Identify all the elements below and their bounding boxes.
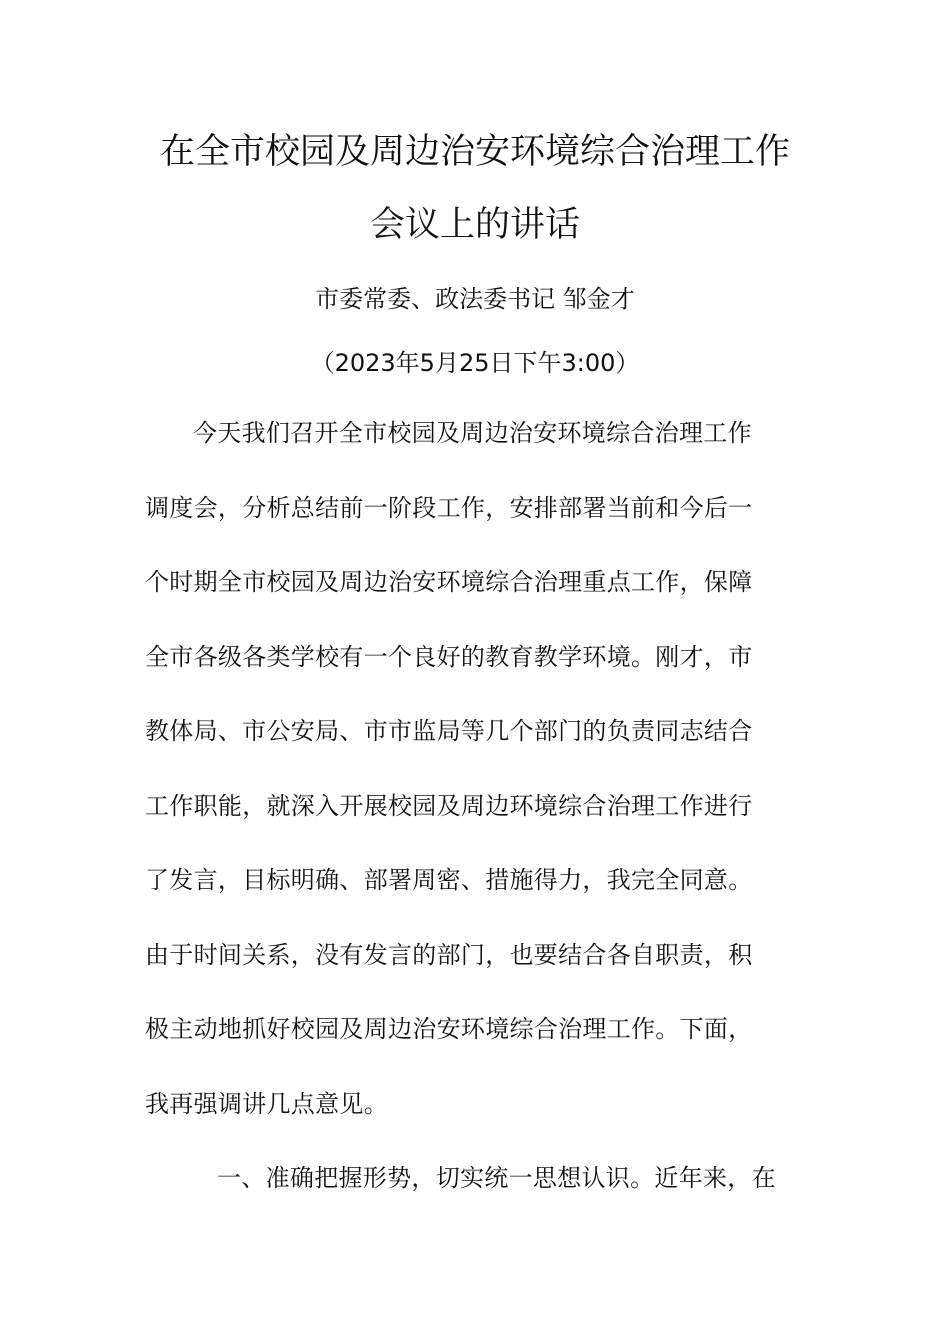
body-line-8: 由于时间关系，没有发言的部门，也要结合各自职责，积 (145, 941, 753, 969)
body-line-3: 个时期全市校园及周边治安环境综合治理重点工作，保障 (145, 568, 753, 596)
section-heading-1: 一、准确把握形势，切实统一思想认识。近年来，在 (217, 1164, 776, 1192)
body-line-10: 我再强调讲几点意见。 (145, 1090, 388, 1118)
document-title-line-1: 在全市校园及周边治安环境综合治理工作 (159, 132, 790, 172)
body-line-2: 调度会，分析总结前一阶段工作，安排部署当前和今后一 (145, 494, 753, 522)
document-title-line-2: 会议上的讲话 (369, 205, 580, 245)
body-line-4: 全市各级各类学校有一个良好的教育教学环境。刚才，市 (145, 643, 753, 671)
speech-date: （2023年5月25日下午3:00） (310, 349, 640, 377)
body-line-6: 工作职能，就深入开展校园及周边环境综合治理工作进行 (145, 792, 753, 820)
body-line-9: 极主动地抓好校园及周边治安环境综合治理工作。下面， (145, 1015, 753, 1043)
body-line-5: 教体局、市公安局、市市监局等几个部门的负责同志结合 (145, 717, 753, 745)
speaker-byline: 市委常委、政法委书记 邹金才 (315, 285, 635, 313)
body-line-7: 了发言，目标明确、部署周密、措施得力，我完全同意。 (145, 866, 753, 894)
body-line-1: 今天我们召开全市校园及周边治安环境综合治理工作 (193, 419, 752, 447)
